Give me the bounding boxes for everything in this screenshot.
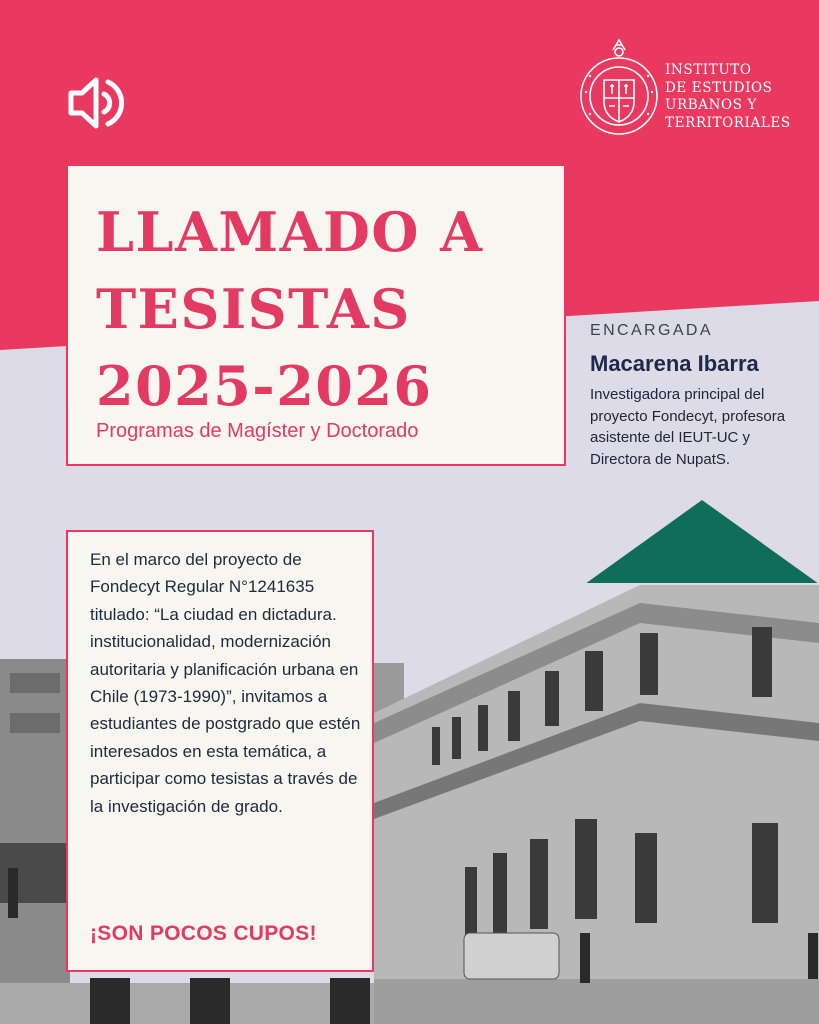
- title-line-3: 2025-2026: [96, 354, 433, 418]
- title-line-2: TESISTAS: [96, 277, 411, 341]
- programs-subtitle: Programas de Magíster y Doctorado: [96, 420, 419, 442]
- title-card: [66, 164, 566, 466]
- call-description-card: [66, 530, 374, 972]
- call-description-text: En el marco del proyecto de Fondecyt Regular N°1241635 titulado: “La ciudad en dictadura. institucionalidad, modernización autoritaria y planificación urbana en Chile (1973-1990)”, invitamos a estudiantes de postgrado que estén interesados en esta temática, a participar como tesistas a través de la investigación de grado.: [90, 550, 361, 816]
- limited-spots-callout: ¡SON POCOS CUPOS!: [90, 922, 317, 945]
- main-title: [96, 194, 484, 425]
- institute-name-line-1: INSTITUTO: [665, 62, 752, 78]
- institute-name-line-3: URBANOS Y: [665, 97, 757, 113]
- university-seal-logo: [580, 36, 658, 140]
- title-line-1: LLAMADO A: [96, 200, 484, 264]
- speaker-icon[interactable]: [66, 72, 134, 134]
- institute-name: [665, 62, 791, 132]
- encargada-description: Investigadora principal del proyecto Fondecyt, profesora asistente del IEUT-UC y Directora de NupatS.: [590, 386, 786, 468]
- encargada-name: Macarena Ibarra: [590, 351, 759, 376]
- encargada-label: ENCARGADA: [590, 322, 713, 339]
- institute-name-line-2: DE ESTUDIOS: [665, 79, 773, 96]
- institute-name-line-4: TERRITORIALES: [665, 114, 791, 131]
